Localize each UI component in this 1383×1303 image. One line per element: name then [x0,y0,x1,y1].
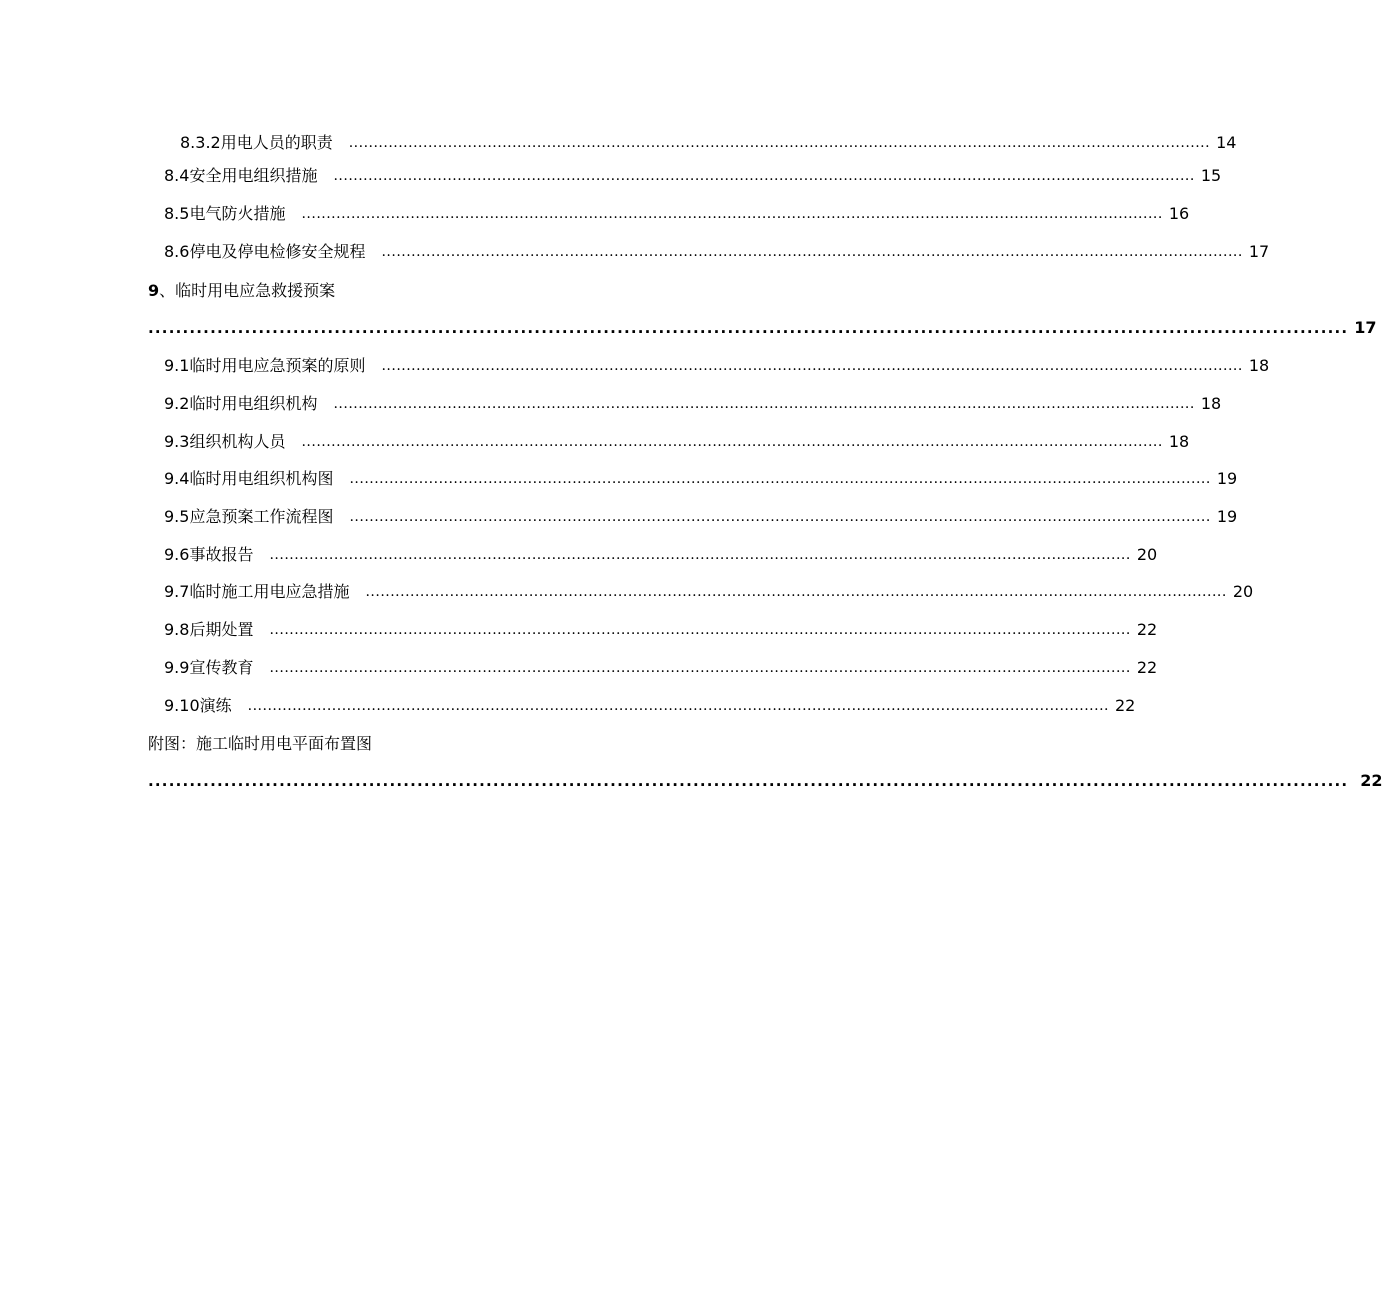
toc-entry-number: 9 [148,281,160,300]
toc-entry-title: 停电及停电检修安全规程 [189,242,366,261]
toc-dot-leader: .............................................................................................................................................................................. [301,206,1163,222]
toc-dot-leader: .............................................................................................................................................................................. [247,698,1109,714]
toc-entry-number: 9.9 [164,658,190,677]
toc-entry-9-10[interactable] [164,694,1136,718]
toc-entry-8-4[interactable] [164,164,1222,188]
toc-entry-title: 临时施工用电应急措施 [189,582,350,601]
toc-dot-leader: .............................................................................................................................................................................. [269,660,1131,676]
toc-dot-leader: .............................................................................................................................................................................. [301,434,1163,450]
toc-entry-8-6[interactable] [164,240,1270,264]
toc-entry-title: 电气防火措施 [189,204,286,223]
toc-entry-title: 宣传教育 [189,658,254,677]
toc-entry-title: 安全用电组织措施 [189,166,318,185]
toc-page-number: 18 [1248,356,1270,375]
toc-dot-leader: .............................................................................................................................................................................. [381,244,1243,260]
toc-entry-9-3[interactable] [164,430,1190,454]
toc-page-number: 16 [1168,204,1190,223]
toc-page-number: 19 [1216,469,1238,488]
toc-dot-leader: .............................................................................................................................................................................. [269,547,1131,563]
toc-page-number: 22 [1136,658,1158,677]
toc-page-number: 17 [1354,318,1377,337]
toc-entry-9-7[interactable] [164,580,1254,604]
toc-entry-9-heading[interactable] [148,279,548,303]
toc-entry-9-1[interactable] [164,354,1270,378]
toc-dot-leader: .............................................................................................................................................................................. [381,358,1243,374]
toc-entry-title: 附图：施工临时用电平面布置图 [148,734,373,753]
toc-page-number: 17 [1248,242,1270,261]
toc-entry-title: 应急预案工作流程图 [189,507,334,526]
toc-page-number: 22 [1136,620,1158,639]
toc-entry-title: 事故报告 [189,545,254,564]
toc-entry-number: 9.7 [164,582,190,601]
toc-page-number: 18 [1200,394,1222,413]
toc-page-number: 22 [1360,771,1383,790]
toc-entry-title: 、临时用电应急救援预案 [159,281,336,300]
toc-entry-number: 9.5 [164,507,190,526]
toc-page-number: 20 [1232,582,1254,601]
toc-entry-number: 8.6 [164,242,190,261]
toc-page-number: 15 [1200,166,1222,185]
toc-entry-number: 8.4 [164,166,190,185]
toc-dot-leader: .............................................................................................................................................................................. [349,471,1211,487]
toc-entry-number: 9.3 [164,432,190,451]
toc-entry-number: 9.10 [164,696,200,715]
toc-entry-number: 8.5 [164,204,190,223]
toc-page-number: 18 [1168,432,1190,451]
toc-entry-8-3-2[interactable] [180,131,1237,155]
toc-page-number: 14 [1216,133,1237,152]
toc-dot-leader: .............................................................................................................................................................................. [349,509,1211,525]
toc-entry-9-2[interactable] [164,392,1222,416]
toc-entry-appendix-heading[interactable] [148,732,548,756]
toc-dot-leader: .............................................................................................................................................................................. [333,396,1195,412]
toc-entry-number: 9.6 [164,545,190,564]
toc-entry-number: 9.2 [164,394,190,413]
toc-dot-leader: .............................................................................................................................................................................. [365,584,1227,600]
toc-entry-title: 后期处置 [189,620,254,639]
toc-page-number: 22 [1114,696,1136,715]
toc-entry-number: 9.4 [164,469,190,488]
toc-dot-leader: .............................................................................................................................................................................. [348,135,1211,151]
toc-entry-title: 临时用电组织机构 [189,394,318,413]
toc-entry-9-4[interactable] [164,467,1238,491]
toc-entry-appendix-leader[interactable] [148,769,1383,793]
toc-dot-leader: .............................................................................................................................................................................. [269,622,1131,638]
toc-entry-title: 演练 [199,696,232,715]
toc-dot-leader: .............................................................................................................................................................................. [333,168,1195,184]
toc-entry-number: 9.1 [164,356,190,375]
toc-entry-9-leader[interactable] [148,316,1377,340]
toc-entry-8-5[interactable] [164,202,1190,226]
toc-dot-leader: .............................................................................................................................................................................. [148,319,1349,337]
toc-entry-9-8[interactable] [164,618,1158,642]
toc-page-number: 20 [1136,545,1158,564]
toc-entry-title: 用电人员的职责 [220,133,333,152]
toc-entry-number: 8.3.2 [180,133,221,152]
toc-entry-9-6[interactable] [164,543,1158,567]
toc-entry-9-5[interactable] [164,505,1238,529]
toc-dot-leader: .............................................................................................................................................................................. [148,772,1349,790]
toc-entry-9-9[interactable] [164,656,1158,680]
toc-entry-title: 临时用电组织机构图 [189,469,334,488]
toc-entry-title: 临时用电应急预案的原则 [189,356,366,375]
toc-entry-number: 9.8 [164,620,190,639]
toc-page-number: 19 [1216,507,1238,526]
toc-entry-title: 组织机构人员 [189,432,286,451]
